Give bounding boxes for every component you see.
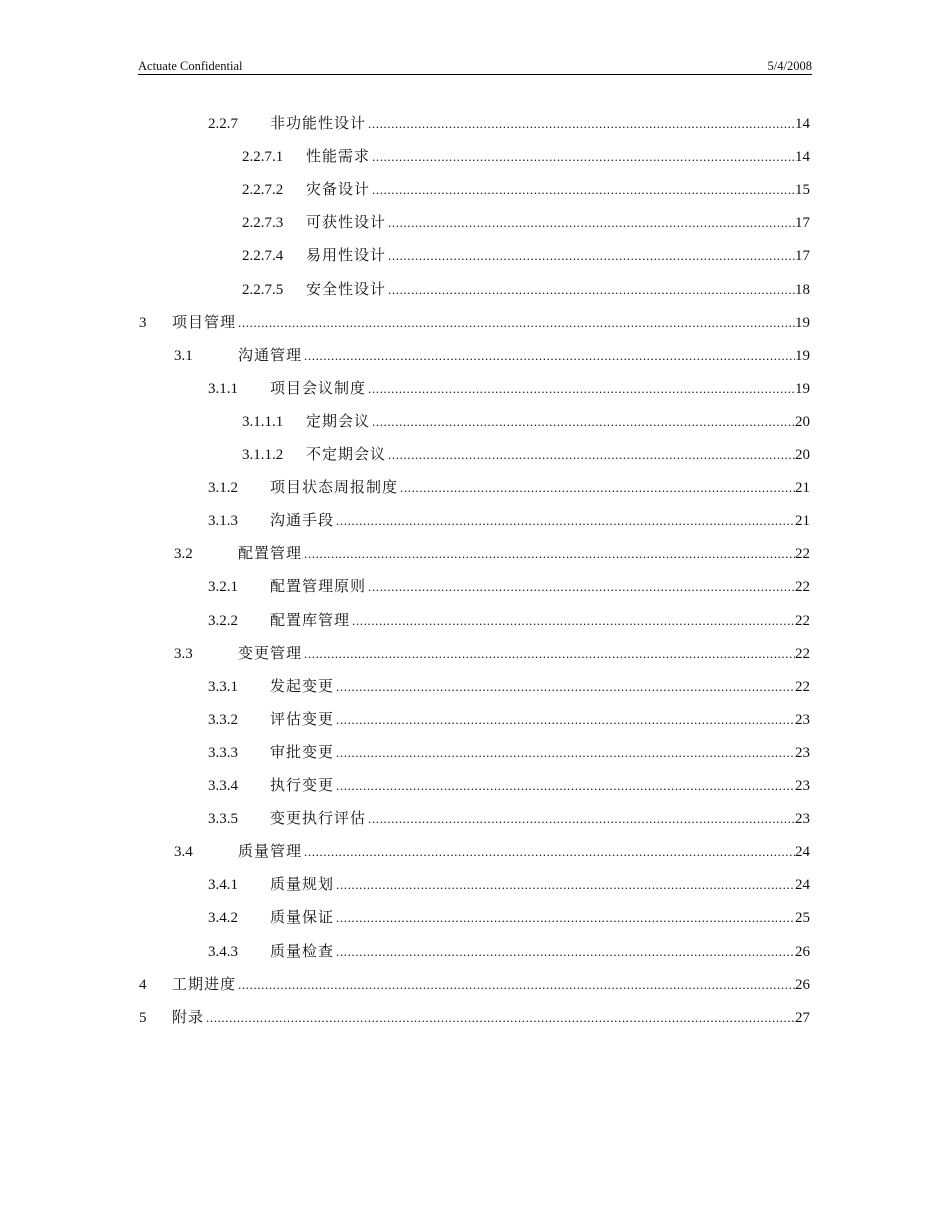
toc-line [238, 643, 810, 665]
toc-line [270, 808, 810, 830]
toc-page-number: 20 [795, 447, 810, 463]
toc-number: 3.1.2 [208, 480, 238, 496]
toc-leader-dots [334, 775, 795, 797]
toc-line [270, 874, 810, 896]
toc-number: 3.4.1 [208, 877, 238, 893]
toc-leader-dots [334, 941, 795, 963]
toc-title: 非功能性设计 [270, 116, 367, 132]
toc-title: 变更执行评估 [270, 811, 367, 827]
toc-page-number: 23 [795, 712, 810, 728]
toc-entry[interactable] [174, 543, 810, 565]
toc-entry[interactable] [208, 808, 810, 830]
toc-entry[interactable] [208, 874, 810, 896]
toc-leader-dots [334, 874, 795, 896]
toc-line [172, 974, 810, 996]
toc-title: 质量检查 [270, 944, 335, 960]
toc-number: 2.2.7 [208, 116, 238, 132]
toc-line [270, 610, 810, 632]
toc-line [238, 841, 810, 863]
toc-title: 发起变更 [270, 679, 335, 695]
toc-leader-dots [386, 245, 795, 267]
toc-page-number: 22 [795, 679, 810, 695]
toc-number: 3.3.2 [208, 712, 238, 728]
toc-number: 3 [139, 315, 147, 331]
toc-leader-dots [366, 808, 795, 830]
toc-page-number: 20 [795, 414, 810, 430]
toc-title: 质量保证 [270, 910, 335, 926]
toc-leader-dots [302, 841, 795, 863]
toc-number: 5 [139, 1010, 147, 1026]
toc-page-number: 14 [795, 116, 810, 132]
toc-leader-dots [334, 742, 795, 764]
toc-title: 评估变更 [270, 712, 335, 728]
toc-line [306, 444, 810, 466]
toc-title: 配置管理原则 [270, 579, 367, 595]
toc-entry[interactable] [242, 212, 810, 234]
toc-line [238, 345, 810, 367]
toc-leader-dots [350, 610, 795, 632]
toc-page-number: 21 [795, 480, 810, 496]
toc-title: 配置管理 [238, 546, 303, 562]
toc-line [270, 907, 810, 929]
toc-line [306, 179, 810, 201]
toc-page-number: 24 [795, 844, 810, 860]
toc-page-number: 17 [795, 248, 810, 264]
toc-entry[interactable] [174, 841, 810, 863]
header-company: Actuate Confidential [138, 59, 243, 73]
toc-leader-dots [334, 676, 795, 698]
toc-title: 安全性设计 [306, 282, 387, 298]
toc-entry[interactable] [139, 974, 810, 996]
toc-entry[interactable] [139, 312, 810, 334]
toc-entry[interactable] [242, 179, 810, 201]
toc-title: 项目会议制度 [270, 381, 367, 397]
toc-leader-dots [386, 279, 795, 301]
toc-number: 3.2.1 [208, 579, 238, 595]
toc-entry[interactable] [208, 676, 810, 698]
toc-entry[interactable] [208, 907, 810, 929]
toc-number: 3.1 [174, 348, 193, 364]
toc-page-number: 25 [795, 910, 810, 926]
toc-page-number: 19 [795, 315, 810, 331]
toc-leader-dots [370, 179, 795, 201]
toc-line [270, 709, 810, 731]
toc-number: 3.3.3 [208, 745, 238, 761]
toc-leader-dots [334, 907, 795, 929]
toc-line [270, 941, 810, 963]
toc-entry[interactable] [174, 643, 810, 665]
toc-title: 定期会议 [306, 414, 371, 430]
toc-leader-dots [302, 543, 795, 565]
toc-title: 项目管理 [172, 315, 237, 331]
toc-line [270, 113, 810, 135]
toc-leader-dots [334, 709, 795, 731]
toc-title: 灾备设计 [306, 182, 371, 198]
toc-page-number: 23 [795, 811, 810, 827]
toc-page-number: 19 [795, 381, 810, 397]
toc-leader-dots [366, 576, 795, 598]
toc-line [306, 146, 810, 168]
toc-line [306, 212, 810, 234]
toc-number: 3.1.1.1 [242, 414, 284, 430]
toc-leader-dots [370, 146, 795, 168]
toc-page-number: 22 [795, 546, 810, 562]
toc-entry[interactable] [139, 1007, 810, 1029]
toc-page-number: 14 [795, 149, 810, 165]
toc-page-number: 19 [795, 348, 810, 364]
toc-line [306, 279, 810, 301]
toc-line [306, 245, 810, 267]
toc-page-number: 15 [795, 182, 810, 198]
toc-entry[interactable] [208, 510, 810, 532]
toc-number: 4 [139, 977, 147, 993]
toc-title: 沟通管理 [238, 348, 303, 364]
toc-title: 审批变更 [270, 745, 335, 761]
toc-page-number: 23 [795, 745, 810, 761]
toc-leader-dots [236, 974, 795, 996]
toc-entry[interactable] [208, 941, 810, 963]
toc-number: 3.3.5 [208, 811, 238, 827]
toc-leader-dots [366, 378, 795, 400]
toc-number: 3.3.1 [208, 679, 238, 695]
toc-page-number: 23 [795, 778, 810, 794]
toc-entry[interactable] [208, 742, 810, 764]
toc-entry[interactable] [208, 610, 810, 632]
toc-title: 性能需求 [306, 149, 371, 165]
toc-title: 项目状态周报制度 [270, 480, 399, 496]
toc-leader-dots [398, 477, 795, 499]
toc-line [306, 411, 810, 433]
toc-title: 工期进度 [172, 977, 237, 993]
toc-title: 易用性设计 [306, 248, 387, 264]
toc-leader-dots [236, 312, 795, 334]
toc-number: 3.2.2 [208, 613, 238, 629]
toc-entry[interactable] [242, 279, 810, 301]
toc-line [270, 510, 810, 532]
toc-page-number: 21 [795, 513, 810, 529]
toc-page-number: 22 [795, 613, 810, 629]
toc-line [270, 477, 810, 499]
toc-title: 可获性设计 [306, 215, 387, 231]
toc-title: 不定期会议 [306, 447, 387, 463]
toc-line [270, 378, 810, 400]
toc-title: 执行变更 [270, 778, 335, 794]
toc-number: 3.3.4 [208, 778, 238, 794]
header-date: 5/4/2008 [767, 59, 812, 73]
toc-number: 2.2.7.4 [242, 248, 284, 264]
toc-number: 3.1.3 [208, 513, 238, 529]
toc-number: 2.2.7.5 [242, 282, 284, 298]
toc-title: 配置库管理 [270, 613, 351, 629]
toc-line [238, 543, 810, 565]
toc-leader-dots [302, 345, 795, 367]
toc-entry[interactable] [208, 775, 810, 797]
toc-entry[interactable] [174, 345, 810, 367]
toc-number: 3.1.1.2 [242, 447, 284, 463]
toc-entry[interactable] [208, 113, 810, 135]
toc-number: 3.4 [174, 844, 193, 860]
toc-leader-dots [370, 411, 795, 433]
toc-leader-dots [366, 113, 795, 135]
toc-number: 3.4.2 [208, 910, 238, 926]
toc-number: 3.1.1 [208, 381, 238, 397]
toc-page-number: 26 [795, 977, 810, 993]
toc-entry[interactable] [242, 146, 810, 168]
toc-leader-dots [204, 1007, 795, 1029]
toc-line [270, 775, 810, 797]
toc-number: 3.2 [174, 546, 193, 562]
toc-line [172, 1007, 810, 1029]
toc-number: 3.4.3 [208, 944, 238, 960]
toc-title: 变更管理 [238, 646, 303, 662]
toc-leader-dots [386, 444, 795, 466]
toc-page-number: 18 [795, 282, 810, 298]
toc-title: 沟通手段 [270, 513, 335, 529]
toc-number: 2.2.7.2 [242, 182, 284, 198]
toc-page-number: 17 [795, 215, 810, 231]
toc-title: 质量规划 [270, 877, 335, 893]
toc-number: 3.3 [174, 646, 193, 662]
toc-page-number: 22 [795, 579, 810, 595]
toc-line [270, 742, 810, 764]
toc-number: 2.2.7.3 [242, 215, 284, 231]
toc-entry[interactable] [208, 576, 810, 598]
toc-title: 质量管理 [238, 844, 303, 860]
toc-entry[interactable] [208, 709, 810, 731]
toc-leader-dots [334, 510, 795, 532]
toc-line [270, 676, 810, 698]
toc-number: 2.2.7.1 [242, 149, 284, 165]
toc-entry[interactable] [208, 378, 810, 400]
toc-entry[interactable] [242, 245, 810, 267]
toc-entry[interactable] [242, 411, 810, 433]
toc-page-number: 24 [795, 877, 810, 893]
toc-entry[interactable] [208, 477, 810, 499]
toc-leader-dots [386, 212, 795, 234]
toc-title: 附录 [172, 1010, 205, 1026]
toc-line [172, 312, 810, 334]
toc-page-number: 26 [795, 944, 810, 960]
toc-page-number: 27 [795, 1010, 810, 1026]
toc-line [270, 576, 810, 598]
toc-page-number: 22 [795, 646, 810, 662]
toc-leader-dots [302, 643, 795, 665]
toc-entry[interactable] [242, 444, 810, 466]
